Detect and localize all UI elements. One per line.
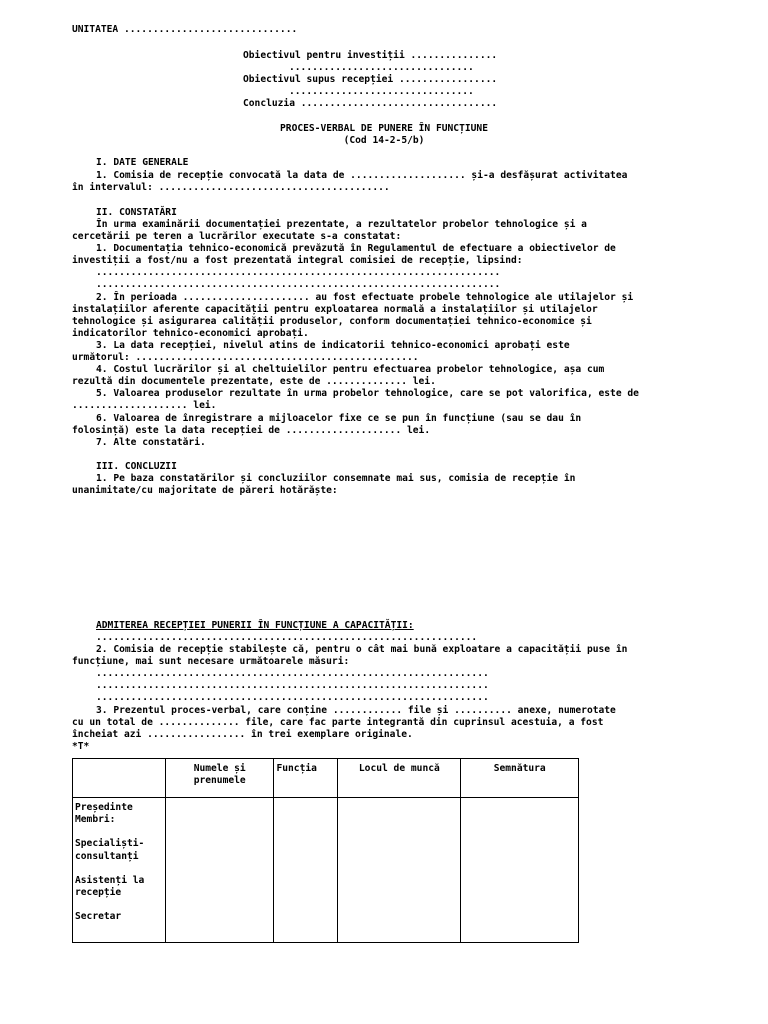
table-body-row — [73, 798, 579, 943]
signature-table — [72, 758, 579, 943]
section-3-line-1: 1. Pe baza constatărilor și concluziilor consemnate mai sus, comisia de recepție în — [96, 473, 576, 484]
measures-line-2: funcțiune, mai sunt necesare următoarele măsuri: — [72, 656, 350, 667]
finding-1-dots-2: ...................................................................... — [96, 279, 501, 290]
finding-6-line-1: 6. Valoarea de înregistrare a mijloacelor fixe ce se pun în funcțiune (sau se dau în — [96, 413, 582, 424]
reception-objective-continuation: ................................ — [289, 86, 474, 97]
finding-4-line-2: rezultă din documentele prezentate, este de .............. lei. — [72, 376, 436, 387]
document-code: (Cod 14-2-5/b) — [343, 135, 425, 146]
admission-dots: .................................................................. — [96, 632, 478, 643]
document-title: PROCES-VERBAL DE PUNERE ÎN FUNCȚIUNE — [280, 123, 488, 134]
header-signature: Semnătura — [461, 759, 579, 798]
finding-3-line-1: 3. La data recepției, nivelul atins de indicatorii tehnico-economici aprobați este — [96, 340, 570, 351]
names-cell — [165, 798, 274, 943]
section-1-line-1: 1. Comisia de recepție convocată la data de .................... și-a desfășurat activitatea — [96, 170, 628, 181]
finding-4-line-1: 4. Costul lucrărilor și al cheltuielilor pentru efectuarea probelor tehnologice, așa cum — [96, 364, 605, 375]
header-workplace: Locul de muncă — [338, 759, 461, 798]
role-secretary: Secretar — [75, 911, 122, 923]
finding-1-dots-1: ...................................................................... — [96, 267, 501, 278]
header-function: Funcția — [274, 759, 338, 798]
finding-6-line-2: folosință) este la data recepției de .................... lei. — [72, 425, 431, 436]
section-1-line-2: în intervalul: ........................................ — [72, 182, 390, 193]
measures-dots-2: .................................................................... — [96, 680, 489, 691]
finding-5-line-2: .................... lei. — [72, 400, 217, 411]
roles-cell — [73, 798, 166, 943]
role-assistants: Asistenți la recepție — [75, 874, 145, 899]
header-empty-cell — [73, 759, 166, 798]
finding-5-line-1: 5. Valoarea produselor rezultate în urma probelor tehnologice, care se pot valorifica, este de — [96, 388, 639, 399]
signature-cell — [461, 798, 579, 943]
investment-objective-line: Obiectivul pentru investiții ............... — [243, 50, 498, 61]
finding-7-line: 7. Alte constatări. — [96, 437, 206, 448]
table-marker: *T* — [72, 741, 90, 752]
section-2-intro-2: cercetării pe teren a lucrărilor executate s-a constatat: — [72, 231, 402, 242]
unit-line: UNITATEA .............................. — [72, 24, 298, 35]
closing-line-3: încheiat azi ................. în trei exemplare originale. — [72, 729, 413, 740]
header-name: Numele și prenumele — [165, 759, 274, 798]
finding-3-line-2: următorul: ................................................. — [72, 352, 419, 363]
section-3-line-2: unanimitate/cu majoritate de păreri hotărăște: — [72, 485, 338, 496]
finding-2-line-4: indicatorilor tehnico-economici aprobați. — [72, 328, 309, 339]
conclusion-line: Concluzia .................................. — [243, 98, 498, 109]
finding-1-line-1: 1. Documentația tehnico-economică prevăzută în Regulamentul de efectuare a obiectivelor de — [96, 243, 616, 254]
role-members: Membri: — [75, 814, 116, 826]
investment-objective-continuation: ................................ — [289, 62, 474, 73]
measures-line-1: 2. Comisia de recepție stabilește că, pentru o cât mai bună exploatare a capacității puse în — [96, 644, 628, 655]
role-president: Președinte — [75, 802, 133, 813]
section-1-heading: I. DATE GENERALE — [96, 157, 189, 168]
finding-2-line-3: tehnologice și asigurarea calității produselor, conform documentației tehnico-economice și — [72, 316, 592, 327]
finding-1-line-2: investiții a fost/nu a fost prezentată integral comisiei de recepție, lipsind: — [72, 255, 523, 266]
section-3-heading: III. CONCLUZII — [96, 461, 177, 472]
role-specialists: Specialiști-consultanți — [75, 838, 145, 862]
measures-dots-3: .................................................................... — [96, 692, 489, 703]
closing-line-2: cu un total de .............. file, care fac parte integrantă din cuprinsul acestuia, a fost — [72, 717, 604, 728]
admission-heading: ADMITEREA RECEPȚIEI PUNERII ÎN FUNCȚIUNE A CAPACITĂȚII: — [96, 620, 414, 631]
measures-dots-1: .................................................................... — [96, 668, 489, 679]
table-header-row — [73, 759, 579, 798]
section-2-intro-1: În urma examinării documentației prezentate, a rezultatelor probelor tehnologice și a — [96, 219, 587, 230]
function-cell — [274, 798, 338, 943]
closing-line-1: 3. Prezentul proces-verbal, care conține ............ file și .......... anexe, numerotate — [96, 705, 616, 716]
workplace-cell — [338, 798, 461, 943]
finding-2-line-1: 2. În perioada ...................... au fost efectuate probele tehnologice ale utilajelor și — [96, 292, 634, 303]
reception-objective-line: Obiectivul supus recepției ................. — [243, 74, 498, 85]
section-2-heading: II. CONSTATĂRI — [96, 207, 177, 218]
finding-2-line-2: instalațiilor aferente capacității pentru exploatarea normală a instalațiilor și utilajelor — [72, 304, 598, 315]
